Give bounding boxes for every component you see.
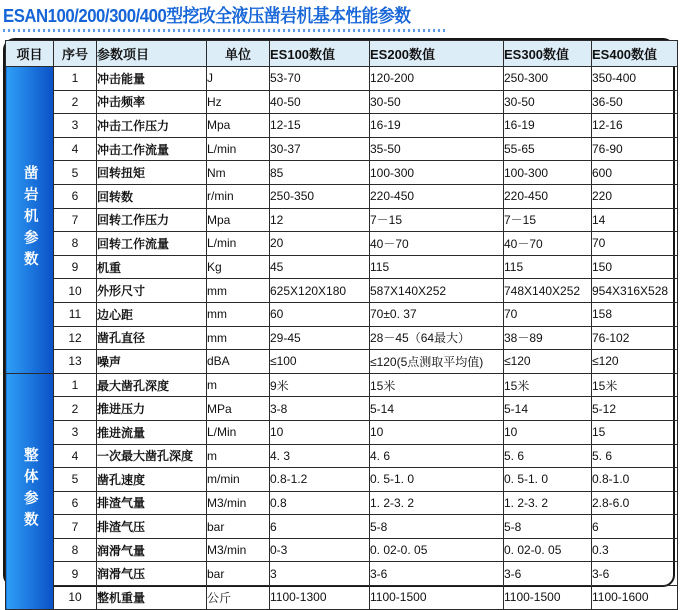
cell-es200: 3-6	[370, 562, 504, 586]
cell-es200: 10	[370, 420, 504, 444]
cell-es300: 115	[504, 255, 592, 279]
cell-seq: 13	[54, 350, 97, 374]
cell-es300: 0. 02-0. 05	[504, 538, 592, 562]
cell-param: 凿孔直径	[97, 326, 207, 350]
cell-unit: J	[207, 67, 270, 91]
cell-es400: 15米	[592, 373, 678, 397]
cell-es400: 600	[592, 161, 678, 185]
cell-seq: 8	[54, 232, 97, 256]
col-header-es200: ES200数值	[370, 41, 504, 67]
cell-es300: 10	[504, 420, 592, 444]
cell-es400: ≤120	[592, 350, 678, 374]
cell-param: 冲击工作压力	[97, 114, 207, 138]
cell-unit: Kg	[207, 255, 270, 279]
col-header-unit: 单位	[207, 41, 270, 67]
cell-es300: ≤120	[504, 350, 592, 374]
cell-param: 冲击工作流量	[97, 137, 207, 161]
table-row	[6, 326, 678, 350]
table-row	[6, 373, 678, 397]
cell-es200: 4. 6	[370, 444, 504, 468]
cell-es100: 9米	[270, 373, 370, 397]
cell-es200: 5-14	[370, 397, 504, 421]
cell-seq: 3	[54, 420, 97, 444]
cell-param: 整机重量	[97, 586, 207, 610]
cell-seq: 9	[54, 562, 97, 586]
group-cell-1	[6, 67, 54, 374]
cell-param: 外形尺寸	[97, 279, 207, 303]
cell-seq: 11	[54, 302, 97, 326]
table-row	[6, 468, 678, 492]
cell-es300: 70	[504, 302, 592, 326]
table-row	[6, 397, 678, 421]
cell-unit: mm	[207, 279, 270, 303]
cell-seq: 3	[54, 114, 97, 138]
spec-table	[5, 40, 678, 610]
cell-param: 回转数	[97, 184, 207, 208]
cell-es300: 250-300	[504, 67, 592, 91]
cell-es200: 40－70	[370, 232, 504, 256]
table-row	[6, 491, 678, 515]
cell-param: 排渣气量	[97, 491, 207, 515]
cell-es200: 120-200	[370, 67, 504, 91]
cell-seq: 1	[54, 373, 97, 397]
cell-es300: 5-14	[504, 397, 592, 421]
cell-es100: 60	[270, 302, 370, 326]
cell-unit: L/min	[207, 232, 270, 256]
cell-unit: r/min	[207, 184, 270, 208]
cell-es300: 40－70	[504, 232, 592, 256]
cell-unit: m	[207, 373, 270, 397]
table-row	[6, 586, 678, 610]
table-row	[6, 562, 678, 586]
table-row	[6, 538, 678, 562]
cell-es400: 220	[592, 184, 678, 208]
cell-unit: bar	[207, 562, 270, 586]
cell-es100: 40-50	[270, 90, 370, 114]
cell-unit: Nm	[207, 161, 270, 185]
cell-unit: Mpa	[207, 114, 270, 138]
cell-es100: 6	[270, 515, 370, 539]
cell-es400: 150	[592, 255, 678, 279]
cell-es400: 3-6	[592, 562, 678, 586]
cell-seq: 7	[54, 515, 97, 539]
cell-unit: mm	[207, 326, 270, 350]
cell-es300: 100-300	[504, 161, 592, 185]
col-header-seq: 序号	[54, 41, 97, 67]
cell-param: 回转工作压力	[97, 208, 207, 232]
cell-es300: 5. 6	[504, 444, 592, 468]
cell-es400: 2.8-6.0	[592, 491, 678, 515]
cell-param: 噪声	[97, 350, 207, 374]
table-row	[6, 114, 678, 138]
cell-seq: 6	[54, 491, 97, 515]
table-row	[6, 302, 678, 326]
cell-param: 推进流量	[97, 420, 207, 444]
page-title: ESAN100/200/300/400型挖改全液压凿岩机基本性能参数	[3, 6, 411, 26]
group-cell-2	[6, 373, 54, 609]
cell-unit: mm	[207, 302, 270, 326]
cell-param: 润滑气量	[97, 538, 207, 562]
col-header-es100: ES100数值	[270, 41, 370, 67]
cell-unit: Mpa	[207, 208, 270, 232]
cell-unit: M3/min	[207, 538, 270, 562]
table-row	[6, 161, 678, 185]
cell-es400: 14	[592, 208, 678, 232]
cell-es100: 3-8	[270, 397, 370, 421]
cell-seq: 12	[54, 326, 97, 350]
cell-es300: 748X140X252	[504, 279, 592, 303]
table-row	[6, 90, 678, 114]
spec-table-frame	[3, 38, 675, 605]
cell-es100: 30-37	[270, 137, 370, 161]
cell-es100: 85	[270, 161, 370, 185]
cell-es400: 36-50	[592, 90, 678, 114]
cell-es300: 1. 2-3. 2	[504, 491, 592, 515]
cell-es300: 16-19	[504, 114, 592, 138]
table-row	[6, 232, 678, 256]
cell-es200: 115	[370, 255, 504, 279]
cell-seq: 2	[54, 90, 97, 114]
cell-unit: dBA	[207, 350, 270, 374]
cell-seq: 4	[54, 444, 97, 468]
cell-es100: 45	[270, 255, 370, 279]
cell-param: 冲击频率	[97, 90, 207, 114]
cell-es300: 7－15	[504, 208, 592, 232]
group-label: 凿岩机参数	[21, 164, 38, 273]
title-dotted-underline	[3, 29, 448, 32]
cell-seq: 4	[54, 137, 97, 161]
cell-es100: 12	[270, 208, 370, 232]
cell-es300: 38－89	[504, 326, 592, 350]
table-row	[6, 67, 678, 91]
cell-es200: 16-19	[370, 114, 504, 138]
cell-unit: bar	[207, 515, 270, 539]
cell-es400: 76-90	[592, 137, 678, 161]
cell-es300: 0. 5-1. 0	[504, 468, 592, 492]
cell-es200: 0. 02-0. 05	[370, 538, 504, 562]
cell-es200: 70±0. 37	[370, 302, 504, 326]
cell-seq: 6	[54, 184, 97, 208]
cell-es400: 12-16	[592, 114, 678, 138]
table-row	[6, 420, 678, 444]
cell-unit: L/min	[207, 137, 270, 161]
cell-param: 一次最大凿孔深度	[97, 444, 207, 468]
cell-es100: 0.8	[270, 491, 370, 515]
header-row	[6, 41, 678, 67]
cell-es200: 15米	[370, 373, 504, 397]
col-header-group: 项目	[6, 41, 54, 67]
cell-es300: 15米	[504, 373, 592, 397]
cell-es200: 7－15	[370, 208, 504, 232]
cell-param: 回转工作流量	[97, 232, 207, 256]
cell-es400: 15	[592, 420, 678, 444]
table-header	[6, 41, 678, 67]
cell-es100: 250-350	[270, 184, 370, 208]
table-row	[6, 515, 678, 539]
cell-seq: 10	[54, 586, 97, 610]
group-label: 整体参数	[21, 446, 38, 533]
cell-es400: 954X316X528	[592, 279, 678, 303]
cell-es100: 0-3	[270, 538, 370, 562]
table-row	[6, 350, 678, 374]
cell-es200: 220-450	[370, 184, 504, 208]
cell-seq: 1	[54, 67, 97, 91]
cell-unit: m/min	[207, 468, 270, 492]
cell-es300: 3-6	[504, 562, 592, 586]
cell-es100: 1100-1300	[270, 586, 370, 610]
cell-es300: 220-450	[504, 184, 592, 208]
cell-param: 润滑气压	[97, 562, 207, 586]
cell-seq: 5	[54, 161, 97, 185]
cell-es400: 0.8-1.0	[592, 468, 678, 492]
cell-es200: ≤120(5点测取平均值)	[370, 350, 504, 374]
cell-es300: 1100-1500	[504, 586, 592, 610]
cell-unit: M3/min	[207, 491, 270, 515]
cell-unit: L/Min	[207, 420, 270, 444]
cell-es100: 0.8-1.2	[270, 468, 370, 492]
table-row	[6, 444, 678, 468]
cell-param: 边心距	[97, 302, 207, 326]
cell-es400: 0.3	[592, 538, 678, 562]
cell-seq: 2	[54, 397, 97, 421]
cell-es100: 625X120X180	[270, 279, 370, 303]
table-row	[6, 279, 678, 303]
cell-es100: 20	[270, 232, 370, 256]
cell-seq: 9	[54, 255, 97, 279]
table-row	[6, 137, 678, 161]
cell-unit: 公斤	[207, 586, 270, 610]
cell-es400: 5. 6	[592, 444, 678, 468]
cell-es400: 70	[592, 232, 678, 256]
table-body	[6, 67, 678, 610]
cell-es200: 5-8	[370, 515, 504, 539]
cell-es400: 5-12	[592, 397, 678, 421]
cell-es100: 29-45	[270, 326, 370, 350]
cell-es200: 30-50	[370, 90, 504, 114]
table-row	[6, 184, 678, 208]
cell-es200: 100-300	[370, 161, 504, 185]
col-header-es400: ES400数值	[592, 41, 678, 67]
cell-unit: Hz	[207, 90, 270, 114]
cell-es300: 5-8	[504, 515, 592, 539]
cell-unit: MPa	[207, 397, 270, 421]
cell-es200: 1. 2-3. 2	[370, 491, 504, 515]
cell-param: 机重	[97, 255, 207, 279]
cell-es400: 6	[592, 515, 678, 539]
cell-es100: 53-70	[270, 67, 370, 91]
cell-param: 推进压力	[97, 397, 207, 421]
cell-es200: 587X140X252	[370, 279, 504, 303]
cell-param: 冲击能量	[97, 67, 207, 91]
col-header-es300: ES300数值	[504, 41, 592, 67]
cell-es200: 1100-1500	[370, 586, 504, 610]
cell-param: 排渣气压	[97, 515, 207, 539]
table-row	[6, 255, 678, 279]
cell-param: 凿孔速度	[97, 468, 207, 492]
cell-es200: 0. 5-1. 0	[370, 468, 504, 492]
cell-es100: 3	[270, 562, 370, 586]
col-header-param: 参数项目	[97, 41, 207, 67]
cell-seq: 5	[54, 468, 97, 492]
cell-seq: 10	[54, 279, 97, 303]
cell-es100: 10	[270, 420, 370, 444]
cell-es200: 35-50	[370, 137, 504, 161]
cell-es300: 30-50	[504, 90, 592, 114]
cell-seq: 8	[54, 538, 97, 562]
cell-param: 最大凿孔深度	[97, 373, 207, 397]
cell-unit: m	[207, 444, 270, 468]
cell-es100: 4. 3	[270, 444, 370, 468]
cell-seq: 7	[54, 208, 97, 232]
cell-es400: 1100-1600	[592, 586, 678, 610]
cell-es400: 158	[592, 302, 678, 326]
cell-es400: 76-102	[592, 326, 678, 350]
table-row	[6, 208, 678, 232]
cell-es300: 55-65	[504, 137, 592, 161]
cell-es100: 12-15	[270, 114, 370, 138]
cell-es400: 350-400	[592, 67, 678, 91]
cell-es200: 28－45（64最大）	[370, 326, 504, 350]
cell-es100: ≤100	[270, 350, 370, 374]
cell-param: 回转扭矩	[97, 161, 207, 185]
